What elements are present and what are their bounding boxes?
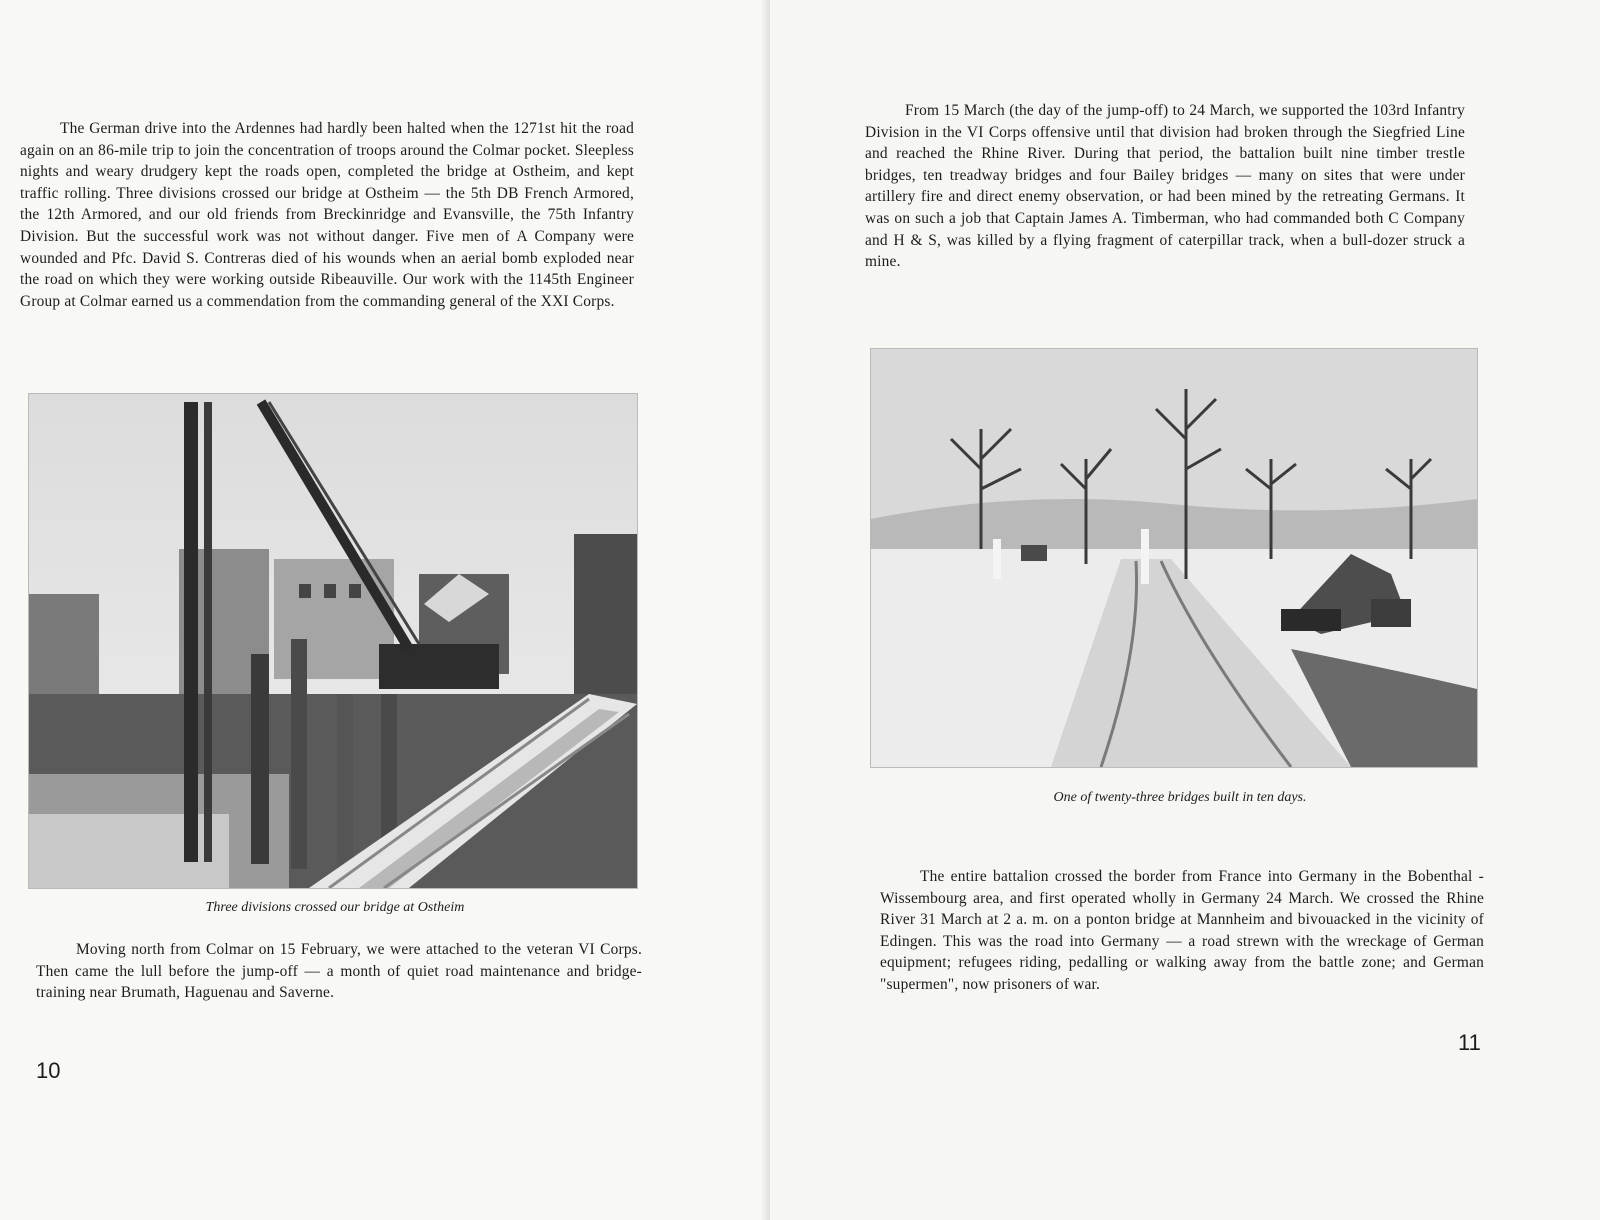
right-paragraph-1: From 15 March (the day of the jump-off) to 24 March, we supported the 103rd Infantry Division in the VI Corps offensive until that division had broken through the Siegfried Line and reached the Rhine River. During that period, the battalion built nine timber trestle bridges, ten treadway bridges and four Bailey bridges — many on sites that were under artillery fire and direct enemy observation, or had been mined by the retreating Germans. It was on such a job that Captain James A. Timberman, who had commanded both C Company and H & S, was killed by a flying fragment of caterpillar track, when a bull-dozer struck a mine.	[865, 102, 1465, 271]
bulldozer-road-photo	[870, 348, 1478, 768]
left-page	[0, 0, 770, 1220]
bulldozer-road-illustration	[871, 349, 1477, 767]
left-paragraph-1: The German drive into the Ardennes had hardly been halted when the 1271st hit the road again on an 86-mile trip to join the concentration of troops around the Colmar pocket. Sleepless nights and weary drudgery kept the roads open, completed the bridge at Ostheim, and kept traffic rolling. Three divisions crossed our bridge at Ostheim — the 5th DB French Armored, the 12th Armored, and our old friends from Breckinridge and Evansville, the 75th Infantry Division. But the successful work was not without danger. Five men of A Company were wounded and Pfc. David S. Contreras died of his wounds when an aerial bomb exploded near the road on which they were working outside Ribeauville. Our work with the 1145th Engineer Group at Colmar earned us a commendation from the commanding general of the XXI Corps.	[20, 120, 634, 310]
left-photo-caption: Three divisions crossed our bridge at Ostheim	[205, 900, 465, 915]
right-page-number: 11	[1458, 1030, 1481, 1055]
crane-bridge-construction-illustration	[29, 394, 637, 888]
right-page	[770, 0, 1600, 1220]
crane-bridge-construction-photo	[28, 393, 638, 889]
right-photo-caption: One of twenty-three bridges built in ten days.	[1053, 790, 1307, 805]
left-page-number: 10	[36, 1058, 61, 1083]
left-paragraph-2: Moving north from Colmar on 15 February, we were attached to the veteran VI Corps. Then came the lull before the jump-off — a month of quiet road maintenance and bridge-training near Brumath, Haguenau and Saverne.	[36, 941, 642, 1002]
right-paragraph-2: The entire battalion crossed the border from France into Germany in the Bobenthal - Wissembourg area, and first operated wholly in Germany 24 March. We crossed the Rhine River 31 March at 2 a. m. on a ponton bridge at Mannheim and bivouacked in the vicinity of Edingen. This was the road into Germany — a road strewn with the wreckage of German equipment; refugees riding, pedalling or walking away from the battle zone; and German "supermen", now prisoners of war.	[880, 868, 1484, 993]
